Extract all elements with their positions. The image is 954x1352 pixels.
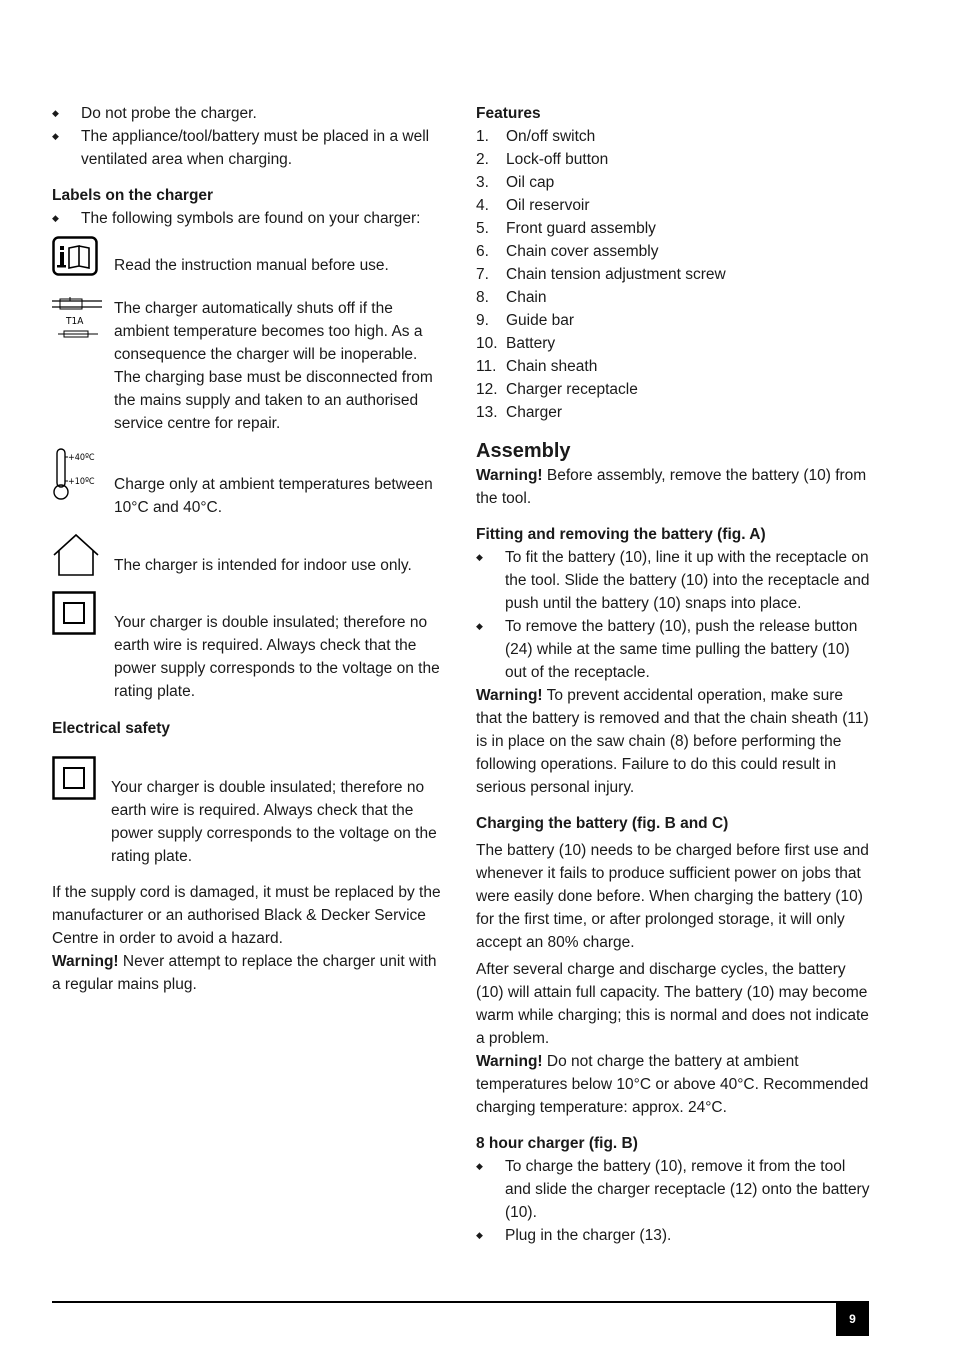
bullet-text: Plug in the charger (13). [505,1227,672,1244]
assembly-heading: Assembly [476,440,571,462]
feature-number: 2. [476,151,489,168]
list-item [476,546,871,615]
symbol-row-electrical [52,756,447,868]
footer-rule [52,1301,869,1303]
thermal-fuse-icon [52,297,114,348]
warning-label: Warning! [52,953,119,970]
feature-item [476,217,871,240]
double-insulated-icon [52,591,114,642]
eight-hour-heading: 8 hour charger (fig. B) [476,1135,638,1152]
list-item [52,125,447,171]
feature-item [476,194,871,217]
feature-item [476,332,871,355]
bullet-icon: ◆ [476,621,483,631]
feature-item [476,125,871,148]
feature-label: Charger [506,404,562,421]
feature-number: 8. [476,289,489,306]
list-item [476,1224,871,1247]
feature-label: Chain cover assembly [506,243,659,260]
warning-paragraph [52,950,447,996]
feature-item [476,401,871,424]
fitting-heading: Fitting and removing the battery (fig. A) [476,526,766,543]
feature-item [476,148,871,171]
feature-number: 10. [476,335,498,352]
feature-number: 3. [476,174,489,191]
feature-label: Oil cap [506,174,555,191]
symbol-text: Read the instruction manual before use. [114,257,389,274]
list-item [52,207,447,230]
feature-number: 5. [476,220,489,237]
feature-number: 6. [476,243,489,260]
feature-number: 13. [476,404,498,421]
feature-number: 7. [476,266,489,283]
feature-number: 9. [476,312,489,329]
feature-item [476,286,871,309]
temp-low-label: +10ºC [68,477,95,487]
fuse-label: T1A [66,316,84,327]
feature-label: Oil reservoir [506,197,590,214]
feature-item [476,171,871,194]
symbol-text: The charger is intended for indoor use only. [114,557,412,574]
charging-paragraph-1: The battery (10) needs to be charged before first use and whenever it fails to produce sufficient power on jobs that were easily done before. When charging the battery (10) for the first time, or after prolonged storage, it will only accept an 80% charge. [476,842,869,951]
temp-high-label: +40ºC [68,453,95,463]
page-number: 9 [836,1302,869,1336]
features-heading: Features [476,105,541,122]
electrical-safety-heading: Electrical safety [52,720,171,737]
labels-heading: Labels on the charger [52,187,214,204]
feature-number: 12. [476,381,498,398]
list-item [476,615,871,684]
bullet-text: To charge the battery (10), remove it from the tool and slide the charger receptacle (12) onto the battery (10). [505,1158,870,1221]
feature-item [476,378,871,401]
symbol-text: Charge only at ambient temperatures between 10°C and 40°C. [114,476,433,516]
feature-number: 11. [476,358,497,375]
warning-text: Never attempt to replace the charger unit with a regular mains plug. [52,953,437,993]
feature-item [476,355,871,378]
warning-text: To prevent accidental operation, make sure that the battery is removed and that the chain sheath (11) is in place on the saw chain (8) before performing the following operations. Failure to do this could result in serious personal injury. [476,687,869,796]
feature-label: Guide bar [506,312,575,329]
bullet-text: To fit the battery (10), line it up with the receptacle on the tool. Slide the battery (10) into the receptacle and push until the battery (10) snaps into place. [505,549,870,612]
symbol-text: Your charger is double insulated; therefore no earth wire is required. Always check that the power supply corresponds to the voltage on the rating plate. [114,614,440,700]
house-icon [52,533,114,584]
list-item [52,102,447,125]
symbol-text: Your charger is double insulated; therefore no earth wire is required. Always check that the power supply corresponds to the voltage on the rating plate. [111,779,437,865]
symbol-row-manual [52,236,447,283]
left-column [52,102,447,996]
feature-label: Chain [506,289,547,306]
fitting-warning [476,684,871,799]
bullet-text: To remove the battery (10), push the release button (24) while at the same time pulling the battery (10) out of the receptacle. [505,618,858,681]
symbol-row-fuse [52,297,447,435]
feature-item [476,240,871,263]
charging-paragraph-2: After several charge and discharge cycles, the battery (10) will attain full capacity. The battery (10) may become warm while charging; this is normal and does not indicate a problem. [476,961,869,1047]
warning-label: Warning! [476,687,543,704]
feature-label: Chain sheath [506,358,598,375]
charging-heading: Charging the battery (fig. B and C) [476,815,729,832]
feature-number: 4. [476,197,489,214]
bullet-icon: ◆ [52,108,59,118]
warning-text: Before assembly, remove the battery (10) from the tool. [476,467,867,507]
thermometer-icon [52,447,114,508]
bullet-icon: ◆ [52,131,59,141]
feature-label: Front guard assembly [506,220,656,237]
features-list [476,125,871,424]
bullet-icon: ◆ [476,552,483,562]
feature-label: Charger receptacle [506,381,638,398]
feature-number: 1. [476,128,489,145]
feature-item [476,309,871,332]
warning-label: Warning! [476,1053,543,1070]
bullet-icon: ◆ [476,1230,483,1240]
bullet-text: Do not probe the charger. [81,105,257,122]
bullet-icon: ◆ [52,213,59,223]
bullet-icon: ◆ [476,1161,483,1171]
assembly-warning [476,464,871,510]
feature-label: Lock-off button [506,151,609,168]
feature-label: Chain tension adjustment screw [506,266,726,283]
list-item [476,1155,871,1224]
symbol-row-double-insulated [52,591,447,703]
warning-label: Warning! [476,467,543,484]
feature-item [476,263,871,286]
right-column [476,102,871,1247]
manual-icon [52,236,114,283]
symbol-text: The charger automatically shuts off if the ambient temperature becomes too high. As a consequence the charger will be inoperable. The charging base must be disconnected from the mains supply and taken to an authorised service centre for repair. [114,300,433,432]
supply-cord-paragraph: If the supply cord is damaged, it must be replaced by the manufacturer or an authorised Black & Decker Service Centre in order to avoid a hazard. [52,884,441,947]
warning-text: Do not charge the battery at ambient temperatures below 10°C or above 40°C. Recommended charging temperature: approx. 24°C. [476,1053,869,1116]
charging-warning [476,1050,871,1119]
feature-label: On/off switch [506,128,596,145]
symbol-row-indoor [52,533,447,584]
bullet-text: The appliance/tool/battery must be placed in a well ventilated area when charging. [81,128,430,168]
symbol-row-temperature [52,447,447,519]
double-insulated-icon [52,756,111,807]
feature-label: Battery [506,335,556,352]
bullet-text: The following symbols are found on your charger: [81,210,421,227]
